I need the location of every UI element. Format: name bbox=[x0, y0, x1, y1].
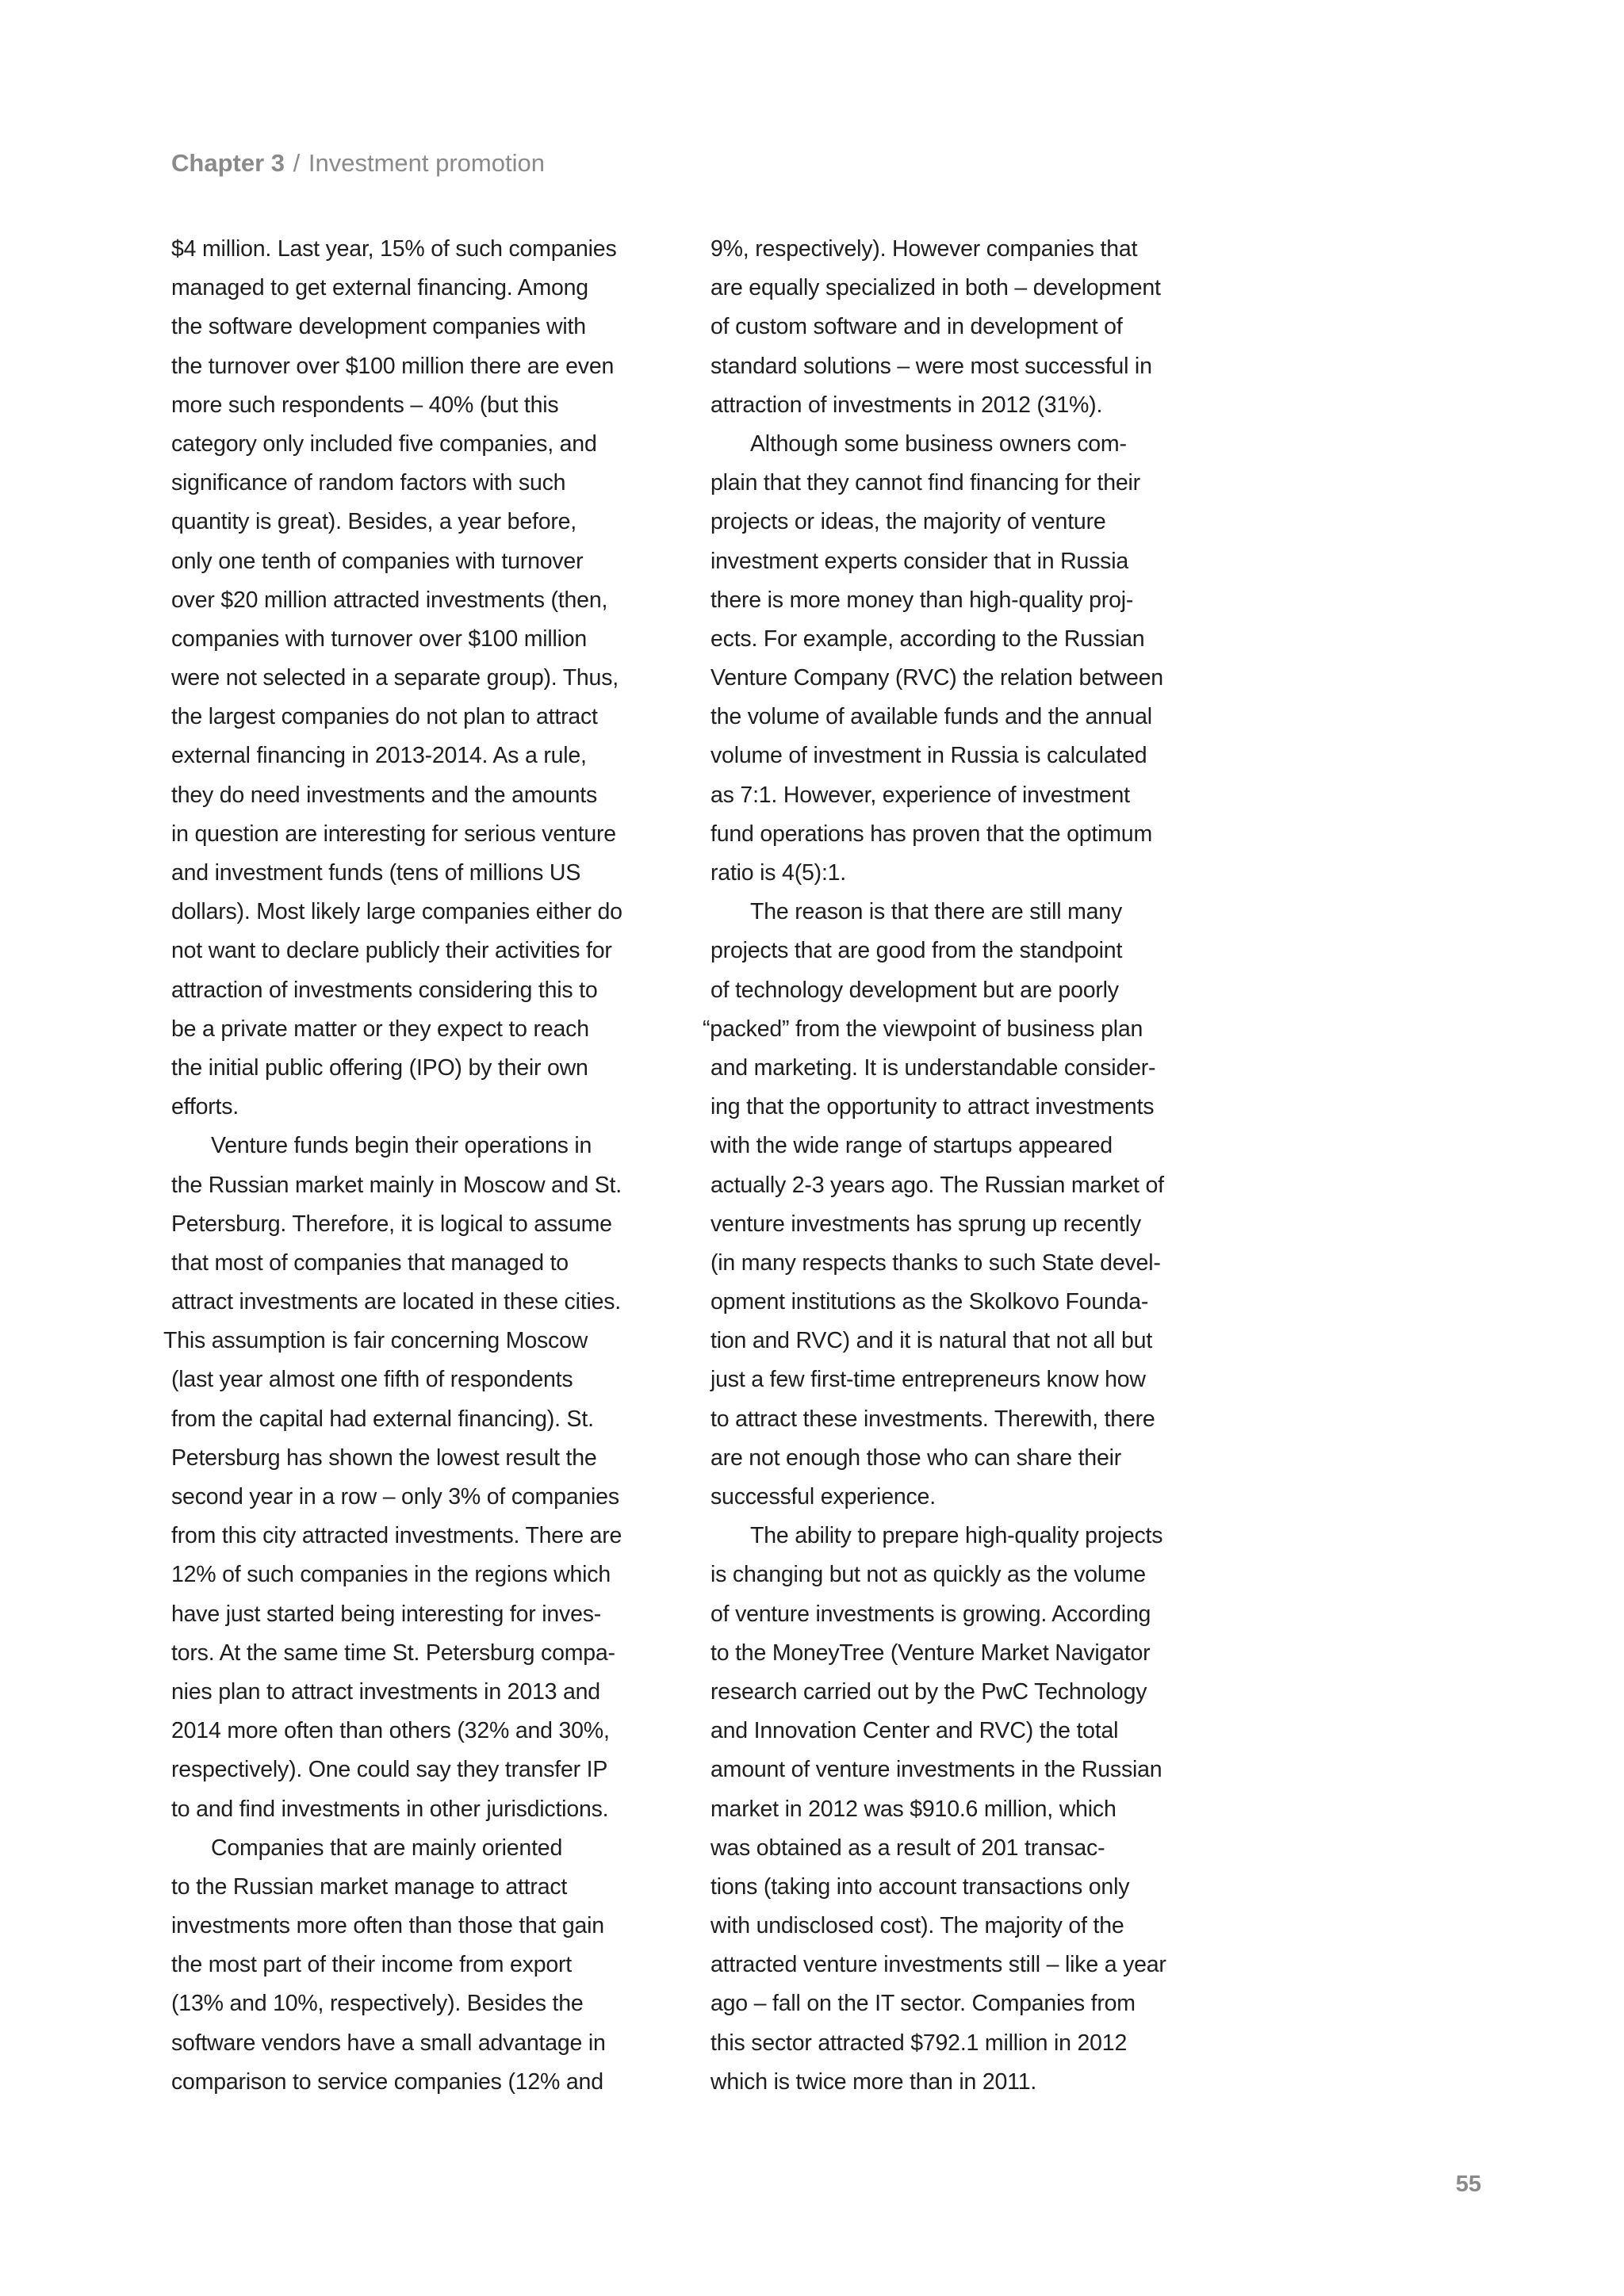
text-line: second year in a row – only 3% of companies bbox=[171, 1484, 619, 1510]
text-line: research carried out by the PwC Technology bbox=[710, 1678, 1147, 1705]
text-line: tors. At the same time St. Petersburg compa- bbox=[171, 1640, 615, 1666]
text-line: external financing in 2013-2014. As a rule, bbox=[171, 743, 587, 769]
text-line: the volume of available funds and the annual bbox=[710, 704, 1152, 730]
text-line: with undisclosed cost). The majority of the bbox=[710, 1913, 1124, 1939]
text-line: the Russian market mainly in Moscow and St. bbox=[171, 1172, 622, 1198]
text-line: amount of venture investments in the Russian bbox=[710, 1757, 1162, 1783]
text-line: more such respondents – 40% (but this bbox=[171, 392, 559, 418]
left-text-column bbox=[163, 230, 679, 2102]
text-line: this sector attracted $792.1 million in 2012 bbox=[710, 2030, 1128, 2056]
text-line: the initial public offering (IPO) by their own bbox=[171, 1054, 588, 1081]
text-line: actually 2-3 years ago. The Russian market of bbox=[710, 1172, 1164, 1198]
text-line: attract investments are located in these cities. bbox=[171, 1289, 622, 1315]
text-line: tion and RVC) and it is natural that not all but bbox=[710, 1328, 1153, 1354]
text-line: to attract these investments. Therewith, there bbox=[710, 1406, 1155, 1432]
text-line: with the wide range of startups appeared bbox=[710, 1133, 1113, 1159]
text-line: respectively). One could say they transfer IP bbox=[171, 1757, 608, 1783]
text-line: companies with turnover over $100 million bbox=[171, 626, 588, 652]
text-line: ing that the opportunity to attract investments bbox=[710, 1094, 1155, 1120]
text-line: they do need investments and the amounts bbox=[171, 782, 598, 808]
text-line: Venture Company (RVC) the relation between bbox=[710, 665, 1163, 691]
text-line: from the capital had external financing). St. bbox=[171, 1406, 594, 1432]
text-line: have just started being interesting for inves- bbox=[171, 1601, 602, 1627]
text-line: of custom software and in development of bbox=[710, 314, 1123, 340]
text-line: projects that are good from the standpoint bbox=[710, 938, 1123, 964]
text-line: and Innovation Center and RVC) the total bbox=[710, 1718, 1119, 1744]
text-line: opment institutions as the Skolkovo Founda- bbox=[710, 1289, 1149, 1315]
text-line: the software development companies with bbox=[171, 314, 586, 340]
text-line: not want to declare publicly their activities for bbox=[171, 938, 612, 964]
text-line: attracted venture investments still – like a year bbox=[710, 1952, 1166, 1978]
text-line: investment experts consider that in Russia bbox=[710, 548, 1129, 574]
text-line: as 7:1. However, experience of investment bbox=[710, 782, 1130, 808]
text-line: the turnover over $100 million there are even bbox=[171, 353, 615, 379]
text-line: comparison to service companies (12% and bbox=[171, 2068, 603, 2095]
header-separator: / bbox=[293, 149, 301, 177]
text-line: 12% of such companies in the regions which bbox=[171, 1562, 611, 1588]
text-line: Petersburg. Therefore, it is logical to assume bbox=[171, 1211, 612, 1237]
text-line: ratio is 4(5):1. bbox=[710, 860, 847, 886]
text-line: Although some business owners com- bbox=[750, 430, 1127, 457]
text-line: The reason is that there are still many bbox=[750, 899, 1123, 925]
text-line: dollars). Most likely large companies either do bbox=[171, 899, 622, 925]
text-line: This assumption is fair concerning Moscow bbox=[163, 1328, 588, 1354]
text-line: volume of investment in Russia is calculated bbox=[710, 743, 1147, 769]
text-line: 2014 more often than others (32% and 30%, bbox=[171, 1718, 610, 1744]
chapter-label: Chapter 3 bbox=[171, 149, 285, 177]
text-line: Petersburg has shown the lowest result the bbox=[171, 1445, 597, 1471]
text-line: just a few first-time entrepreneurs know how bbox=[710, 1367, 1146, 1393]
text-line: software vendors have a small advantage in bbox=[171, 2030, 606, 2056]
text-line: investments more often than those that gain bbox=[171, 1913, 604, 1939]
text-line: efforts. bbox=[171, 1094, 239, 1120]
text-line: Venture funds begin their operations in bbox=[211, 1133, 592, 1159]
section-title: Investment promotion bbox=[308, 149, 545, 177]
text-line: the largest companies do not plan to attract bbox=[171, 704, 598, 730]
running-head bbox=[171, 147, 545, 179]
right-text-column bbox=[703, 230, 1218, 2102]
text-line: projects or ideas, the majority of venture bbox=[710, 509, 1106, 535]
text-line: Companies that are mainly oriented bbox=[211, 1835, 563, 1861]
text-line: to the MoneyTree (Venture Market Navigator bbox=[710, 1640, 1151, 1666]
text-line: to the Russian market manage to attract bbox=[171, 1873, 568, 1900]
text-line: venture investments has sprung up recently bbox=[710, 1211, 1141, 1237]
text-line: was obtained as a result of 201 transac- bbox=[710, 1835, 1105, 1861]
text-line: market in 2012 was $910.6 million, which bbox=[710, 1796, 1116, 1822]
text-line: and investment funds (tens of millions US bbox=[171, 860, 581, 886]
text-line: are not enough those who can share their bbox=[710, 1445, 1122, 1471]
text-line: to and find investments in other jurisdictions. bbox=[171, 1796, 609, 1822]
text-line: (13% and 10%, respectively). Besides the bbox=[171, 1991, 584, 2017]
text-line: is changing but not as quickly as the volume bbox=[710, 1562, 1146, 1588]
text-line: are equally specialized in both – development bbox=[710, 275, 1161, 301]
text-line: that most of companies that managed to bbox=[171, 1249, 569, 1276]
text-line: The ability to prepare high-quality projects bbox=[750, 1523, 1163, 1549]
text-line: tions (taking into account transactions only bbox=[710, 1873, 1130, 1900]
text-line: standard solutions – were most successful in bbox=[710, 353, 1152, 379]
text-line: only one tenth of companies with turnover bbox=[171, 548, 584, 574]
text-line: fund operations has proven that the optimum bbox=[710, 821, 1153, 847]
page-number: 55 bbox=[1455, 2172, 1481, 2197]
text-line: of technology development but are poorly bbox=[710, 977, 1119, 1003]
text-line: nies plan to attract investments in 2013 and bbox=[171, 1678, 600, 1705]
text-line: significance of random factors with such bbox=[171, 470, 566, 496]
text-line: be a private matter or they expect to reach bbox=[171, 1016, 589, 1042]
text-line: were not selected in a separate group). Thus, bbox=[171, 665, 619, 691]
text-line: successful experience. bbox=[710, 1484, 936, 1510]
text-line: in question are interesting for serious venture bbox=[171, 821, 616, 847]
text-line: plain that they cannot find financing for their bbox=[710, 470, 1140, 496]
text-line: ects. For example, according to the Russian bbox=[710, 626, 1145, 652]
text-line: 9%, respectively). However companies that bbox=[710, 236, 1138, 262]
text-line: of venture investments is growing. According bbox=[710, 1601, 1151, 1627]
text-line: “packed” from the viewpoint of business plan bbox=[703, 1016, 1143, 1042]
text-line: ago – fall on the IT sector. Companies from bbox=[710, 1991, 1136, 2017]
text-line: (last year almost one fifth of respondents bbox=[171, 1367, 573, 1393]
text-line: the most part of their income from export bbox=[171, 1952, 573, 1978]
text-line: attraction of investments in 2012 (31%). bbox=[710, 392, 1103, 418]
text-line: category only included five companies, and bbox=[171, 430, 597, 457]
text-line: there is more money than high-quality proj- bbox=[710, 587, 1134, 613]
text-line: and marketing. It is understandable consider- bbox=[710, 1054, 1156, 1081]
text-line: quantity is great). Besides, a year before, bbox=[171, 509, 577, 535]
text-line: $4 million. Last year, 15% of such companies bbox=[171, 236, 617, 262]
text-line: from this city attracted investments. There are bbox=[171, 1523, 622, 1549]
text-line: (in many respects thanks to such State devel- bbox=[710, 1249, 1161, 1276]
text-line: managed to get external financing. Among bbox=[171, 275, 588, 301]
text-line: over $20 million attracted investments (then, bbox=[171, 587, 608, 613]
text-line: attraction of investments considering this to bbox=[171, 977, 598, 1003]
text-line: which is twice more than in 2011. bbox=[710, 2068, 1037, 2095]
